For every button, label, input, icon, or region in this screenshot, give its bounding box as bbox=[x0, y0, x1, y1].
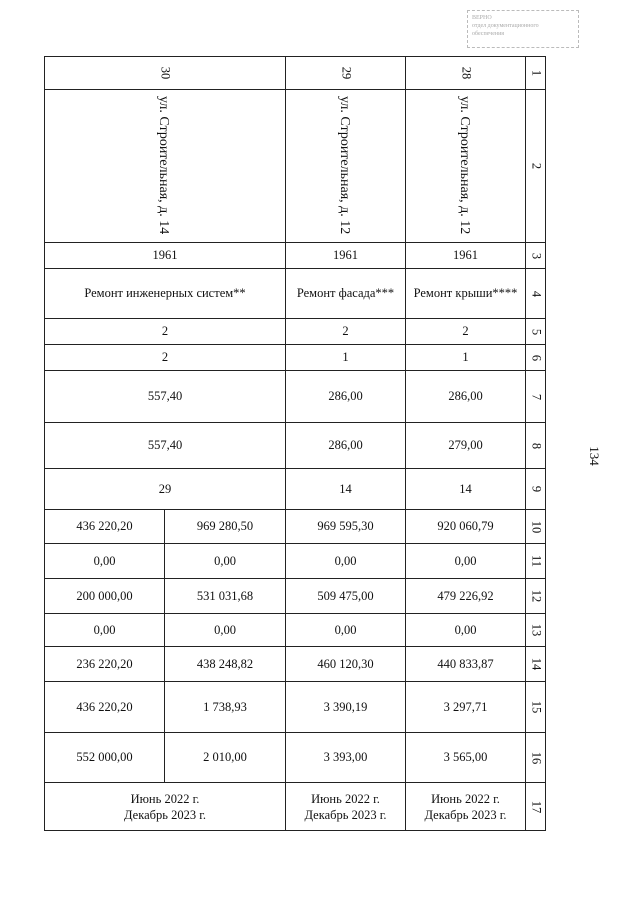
table-cell: 557,40 bbox=[45, 371, 286, 423]
page-number: 134 bbox=[587, 446, 602, 466]
table-cell: 479 226,92 bbox=[406, 579, 526, 614]
table-cell: 30 bbox=[45, 57, 286, 90]
table-cell: 28 bbox=[406, 57, 526, 90]
repair-schedule-table bbox=[44, 56, 546, 831]
period-cell bbox=[45, 783, 286, 831]
table-cell: 0,00 bbox=[45, 544, 165, 579]
period-start: Июнь 2022 г. bbox=[431, 791, 500, 806]
table-cell: 1 bbox=[286, 345, 406, 371]
row-number: 14 bbox=[526, 647, 546, 682]
period-start: Июнь 2022 г. bbox=[311, 791, 380, 806]
table-row bbox=[45, 57, 546, 90]
row-number: 12 bbox=[526, 579, 546, 614]
row-number: 16 bbox=[526, 733, 546, 783]
table-row bbox=[45, 579, 546, 614]
table-row bbox=[45, 733, 546, 783]
table-row bbox=[45, 544, 546, 579]
table-cell: 2 010,00 bbox=[165, 733, 286, 783]
table-cell: 29 bbox=[286, 57, 406, 90]
table-cell: 440 833,87 bbox=[406, 647, 526, 682]
table-row bbox=[45, 423, 546, 469]
row-number: 2 bbox=[526, 90, 546, 243]
work-type-cell: Ремонт фасада*** bbox=[286, 269, 406, 319]
table-cell: 236 220,20 bbox=[45, 647, 165, 682]
period-start: Июнь 2022 г. bbox=[130, 791, 200, 806]
table-cell: 2 bbox=[406, 319, 526, 345]
row-number: 13 bbox=[526, 614, 546, 647]
row-number: 17 bbox=[526, 783, 546, 831]
period-end: Декабрь 2023 г. bbox=[123, 807, 207, 822]
table-row bbox=[45, 614, 546, 647]
table-cell: 200 000,00 bbox=[45, 579, 165, 614]
table-cell: 1961 bbox=[45, 243, 286, 269]
table-cell: 286,00 bbox=[286, 423, 406, 469]
row-number: 10 bbox=[526, 510, 546, 544]
table-cell: 2 bbox=[45, 345, 286, 371]
address-cell: ул. Строительная, д. 12 bbox=[406, 90, 526, 243]
table-cell: 0,00 bbox=[406, 614, 526, 647]
table-cell: 1961 bbox=[286, 243, 406, 269]
table-cell: 14 bbox=[286, 469, 406, 510]
period-cell bbox=[286, 783, 406, 831]
row-number: 7 bbox=[526, 371, 546, 423]
table-row bbox=[45, 510, 546, 544]
table-cell: 29 bbox=[45, 469, 286, 510]
stamp-line: обеспечения bbox=[472, 31, 505, 37]
row-number: 6 bbox=[526, 345, 546, 371]
table-cell: 531 031,68 bbox=[165, 579, 286, 614]
table-cell: 509 475,00 bbox=[286, 579, 406, 614]
table-row bbox=[45, 269, 546, 319]
certification-stamp bbox=[467, 10, 579, 48]
table-cell: 969 595,30 bbox=[286, 510, 406, 544]
period-end: Декабрь 2023 г. bbox=[424, 807, 507, 822]
row-number: 5 bbox=[526, 319, 546, 345]
table-row bbox=[45, 682, 546, 733]
row-number: 8 bbox=[526, 423, 546, 469]
row-number: 9 bbox=[526, 469, 546, 510]
table-row bbox=[45, 243, 546, 269]
table-row bbox=[45, 469, 546, 510]
address-cell: ул. Строительная, д. 12 bbox=[286, 90, 406, 243]
table-cell: 436 220,20 bbox=[45, 682, 165, 733]
row-number: 1 bbox=[526, 57, 546, 90]
table-row bbox=[45, 345, 546, 371]
table-row bbox=[45, 319, 546, 345]
row-number: 4 bbox=[526, 269, 546, 319]
row-number: 11 bbox=[526, 544, 546, 579]
table-row bbox=[45, 90, 546, 243]
work-type-cell: Ремонт инженерных систем** bbox=[45, 269, 286, 319]
table-cell: 286,00 bbox=[406, 371, 526, 423]
table-cell: 552 000,00 bbox=[45, 733, 165, 783]
table-cell: 436 220,20 bbox=[45, 510, 165, 544]
table-cell: 920 060,79 bbox=[406, 510, 526, 544]
table-cell: 0,00 bbox=[165, 614, 286, 647]
table-cell: 969 280,50 bbox=[165, 510, 286, 544]
table-cell: 438 248,82 bbox=[165, 647, 286, 682]
table-cell: 460 120,30 bbox=[286, 647, 406, 682]
table-cell: 0,00 bbox=[45, 614, 165, 647]
table-row bbox=[45, 647, 546, 682]
table-cell: 1 738,93 bbox=[165, 682, 286, 733]
table-cell: 0,00 bbox=[286, 614, 406, 647]
period-end: Декабрь 2023 г. bbox=[304, 807, 387, 822]
table-cell: 2 bbox=[45, 319, 286, 345]
table-cell: 14 bbox=[406, 469, 526, 510]
table-cell: 286,00 bbox=[286, 371, 406, 423]
stamp-line: ВЕРНО bbox=[472, 15, 492, 21]
address-cell: ул. Строительная, д. 14 bbox=[45, 90, 286, 243]
table-cell: 557,40 bbox=[45, 423, 286, 469]
stamp-line: отдел документационного bbox=[472, 23, 539, 29]
table-cell: 2 bbox=[286, 319, 406, 345]
table-cell: 3 390,19 bbox=[286, 682, 406, 733]
table-cell: 1 bbox=[406, 345, 526, 371]
table-cell: 0,00 bbox=[165, 544, 286, 579]
table-cell: 279,00 bbox=[406, 423, 526, 469]
table-cell: 0,00 bbox=[286, 544, 406, 579]
row-number: 15 bbox=[526, 682, 546, 733]
table-cell: 3 565,00 bbox=[406, 733, 526, 783]
period-cell bbox=[406, 783, 526, 831]
table-row bbox=[45, 783, 546, 831]
table-cell: 3 393,00 bbox=[286, 733, 406, 783]
table-cell: 0,00 bbox=[406, 544, 526, 579]
table-cell: 3 297,71 bbox=[406, 682, 526, 733]
table-row bbox=[45, 371, 546, 423]
row-number: 3 bbox=[526, 243, 546, 269]
table-cell: 1961 bbox=[406, 243, 526, 269]
work-type-cell: Ремонт крыши**** bbox=[406, 269, 526, 319]
